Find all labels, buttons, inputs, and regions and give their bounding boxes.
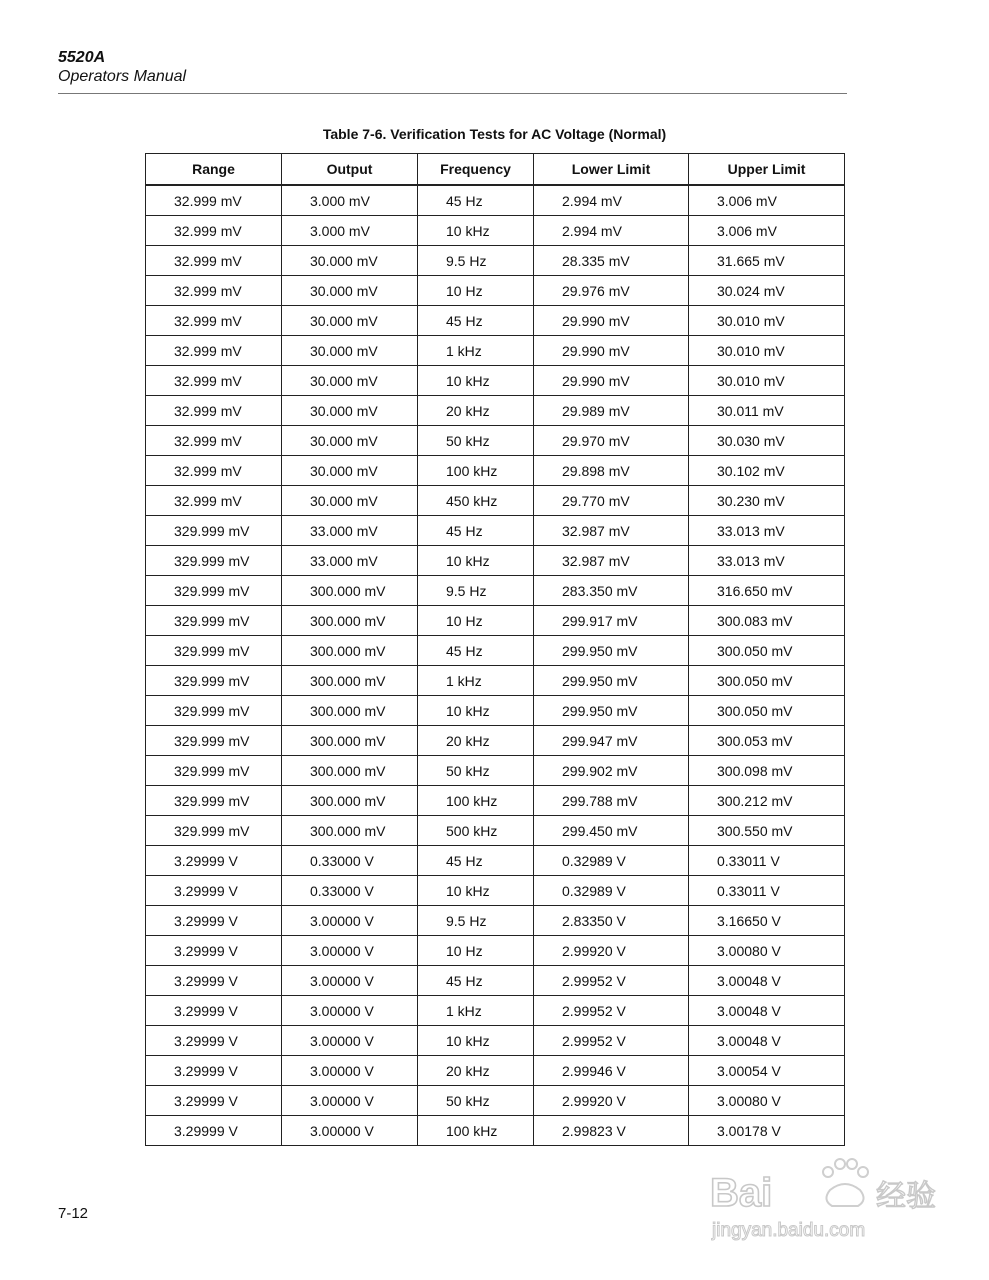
- manual-subtitle: Operators Manual: [58, 68, 187, 85]
- column-header-lower-limit: Lower Limit: [534, 154, 689, 186]
- cell-lower-limit: 299.950 mV: [534, 636, 689, 666]
- cell-output: 300.000 mV: [282, 666, 418, 696]
- column-header-upper-limit: Upper Limit: [689, 154, 845, 186]
- cell-range: 3.29999 V: [146, 906, 282, 936]
- cell-output: 3.00000 V: [282, 1056, 418, 1086]
- table-row: [146, 246, 845, 276]
- document-header: [58, 48, 186, 86]
- cell-range: 32.999 mV: [146, 246, 282, 276]
- table-row: [146, 636, 845, 666]
- cell-frequency: 9.5 Hz: [418, 906, 534, 936]
- cell-upper-limit: 300.053 mV: [689, 726, 845, 756]
- cell-lower-limit: 2.99920 V: [534, 936, 689, 966]
- cell-lower-limit: 29.898 mV: [534, 456, 689, 486]
- cell-upper-limit: 0.33011 V: [689, 846, 845, 876]
- cell-range: 32.999 mV: [146, 276, 282, 306]
- cell-output: 3.00000 V: [282, 1086, 418, 1116]
- page-number: 7-12: [58, 1205, 89, 1222]
- cell-frequency: 45 Hz: [418, 846, 534, 876]
- table-row: [146, 216, 845, 246]
- cell-frequency: 10 kHz: [418, 366, 534, 396]
- cell-output: 3.00000 V: [282, 996, 418, 1026]
- table-row: [146, 1056, 845, 1086]
- cell-frequency: 45 Hz: [418, 966, 534, 996]
- cell-lower-limit: 29.990 mV: [534, 336, 689, 366]
- cell-lower-limit: 299.950 mV: [534, 666, 689, 696]
- cell-frequency: 9.5 Hz: [418, 246, 534, 276]
- cell-lower-limit: 0.32989 V: [534, 846, 689, 876]
- cell-range: 329.999 mV: [146, 636, 282, 666]
- cell-lower-limit: 29.976 mV: [534, 276, 689, 306]
- cell-lower-limit: 29.970 mV: [534, 426, 689, 456]
- table-row: [146, 336, 845, 366]
- cell-frequency: 1 kHz: [418, 336, 534, 366]
- cell-upper-limit: 3.16650 V: [689, 906, 845, 936]
- cell-output: 3.00000 V: [282, 1026, 418, 1056]
- cell-lower-limit: 29.989 mV: [534, 396, 689, 426]
- cell-range: 32.999 mV: [146, 306, 282, 336]
- cell-frequency: 9.5 Hz: [418, 576, 534, 606]
- cell-output: 30.000 mV: [282, 426, 418, 456]
- cell-frequency: 50 kHz: [418, 426, 534, 456]
- cell-output: 3.00000 V: [282, 966, 418, 996]
- cell-upper-limit: 30.010 mV: [689, 336, 845, 366]
- cell-range: 329.999 mV: [146, 816, 282, 846]
- table-row: [146, 576, 845, 606]
- cell-output: 300.000 mV: [282, 726, 418, 756]
- cell-upper-limit: 300.050 mV: [689, 636, 845, 666]
- cell-output: 30.000 mV: [282, 486, 418, 516]
- cell-lower-limit: 28.335 mV: [534, 246, 689, 276]
- cell-upper-limit: 3.00080 V: [689, 1086, 845, 1116]
- cell-lower-limit: 2.83350 V: [534, 906, 689, 936]
- cell-output: 3.000 mV: [282, 185, 418, 216]
- table-row: [146, 846, 845, 876]
- table-row: [146, 396, 845, 426]
- table-row: [146, 185, 845, 216]
- cell-output: 0.33000 V: [282, 876, 418, 906]
- table-row: [146, 306, 845, 336]
- cell-lower-limit: 2.99946 V: [534, 1056, 689, 1086]
- cell-output: 3.00000 V: [282, 1116, 418, 1146]
- cell-range: 3.29999 V: [146, 1116, 282, 1146]
- svg-text:jingyan.baidu.com: jingyan.baidu.com: [712, 1220, 866, 1241]
- cell-range: 329.999 mV: [146, 516, 282, 546]
- cell-range: 32.999 mV: [146, 336, 282, 366]
- cell-frequency: 100 kHz: [418, 456, 534, 486]
- table-row: [146, 876, 845, 906]
- table-row: [146, 1116, 845, 1146]
- svg-text:Bai: Bai: [710, 1171, 773, 1215]
- cell-frequency: 45 Hz: [418, 516, 534, 546]
- cell-upper-limit: 30.102 mV: [689, 456, 845, 486]
- cell-frequency: 45 Hz: [418, 185, 534, 216]
- cell-upper-limit: 3.006 mV: [689, 185, 845, 216]
- svg-text:经验: 经验: [876, 1179, 936, 1214]
- column-header-frequency: Frequency: [418, 154, 534, 186]
- cell-frequency: 10 Hz: [418, 936, 534, 966]
- cell-frequency: 20 kHz: [418, 726, 534, 756]
- cell-frequency: 10 kHz: [418, 546, 534, 576]
- table-row: [146, 426, 845, 456]
- cell-lower-limit: 299.902 mV: [534, 756, 689, 786]
- cell-lower-limit: 0.32989 V: [534, 876, 689, 906]
- cell-lower-limit: 283.350 mV: [534, 576, 689, 606]
- cell-output: 3.00000 V: [282, 906, 418, 936]
- manual-model: 5520A: [58, 49, 106, 66]
- cell-range: 329.999 mV: [146, 756, 282, 786]
- cell-range: 3.29999 V: [146, 876, 282, 906]
- cell-range: 3.29999 V: [146, 996, 282, 1026]
- cell-upper-limit: 31.665 mV: [689, 246, 845, 276]
- cell-upper-limit: 316.650 mV: [689, 576, 845, 606]
- column-header-range: Range: [146, 154, 282, 186]
- cell-lower-limit: 2.994 mV: [534, 185, 689, 216]
- table-row: [146, 906, 845, 936]
- baidu-watermark-logo: [700, 1150, 940, 1245]
- cell-frequency: 10 Hz: [418, 606, 534, 636]
- cell-upper-limit: 30.230 mV: [689, 486, 845, 516]
- cell-lower-limit: 2.99952 V: [534, 966, 689, 996]
- cell-upper-limit: 30.030 mV: [689, 426, 845, 456]
- cell-range: 329.999 mV: [146, 786, 282, 816]
- cell-upper-limit: 3.00080 V: [689, 936, 845, 966]
- cell-frequency: 10 kHz: [418, 216, 534, 246]
- cell-frequency: 1 kHz: [418, 996, 534, 1026]
- cell-lower-limit: 299.950 mV: [534, 696, 689, 726]
- table-row: [146, 1026, 845, 1056]
- table-row: [146, 936, 845, 966]
- cell-lower-limit: 2.99920 V: [534, 1086, 689, 1116]
- cell-range: 329.999 mV: [146, 726, 282, 756]
- cell-output: 33.000 mV: [282, 516, 418, 546]
- cell-upper-limit: 300.098 mV: [689, 756, 845, 786]
- table-row: [146, 546, 845, 576]
- cell-lower-limit: 2.99823 V: [534, 1116, 689, 1146]
- table-row: [146, 366, 845, 396]
- cell-range: 3.29999 V: [146, 846, 282, 876]
- cell-output: 30.000 mV: [282, 336, 418, 366]
- cell-range: 32.999 mV: [146, 216, 282, 246]
- cell-upper-limit: 300.550 mV: [689, 816, 845, 846]
- cell-frequency: 50 kHz: [418, 1086, 534, 1116]
- column-header-output: Output: [282, 154, 418, 186]
- cell-range: 32.999 mV: [146, 456, 282, 486]
- cell-frequency: 10 kHz: [418, 1026, 534, 1056]
- cell-lower-limit: 29.990 mV: [534, 306, 689, 336]
- cell-output: 300.000 mV: [282, 786, 418, 816]
- cell-range: 329.999 mV: [146, 576, 282, 606]
- cell-range: 3.29999 V: [146, 1026, 282, 1056]
- cell-lower-limit: 32.987 mV: [534, 516, 689, 546]
- cell-range: 3.29999 V: [146, 966, 282, 996]
- header-divider: [58, 93, 847, 94]
- cell-frequency: 45 Hz: [418, 636, 534, 666]
- table-body: [146, 185, 845, 1146]
- cell-output: 300.000 mV: [282, 816, 418, 846]
- svg-text:du: du: [796, 1186, 823, 1211]
- cell-range: 3.29999 V: [146, 936, 282, 966]
- cell-upper-limit: 30.024 mV: [689, 276, 845, 306]
- cell-range: 329.999 mV: [146, 606, 282, 636]
- table-row: [146, 516, 845, 546]
- table-row: [146, 1086, 845, 1116]
- table-row: [146, 456, 845, 486]
- table-row: [146, 276, 845, 306]
- cell-output: 30.000 mV: [282, 276, 418, 306]
- cell-frequency: 450 kHz: [418, 486, 534, 516]
- cell-range: 329.999 mV: [146, 546, 282, 576]
- cell-frequency: 100 kHz: [418, 786, 534, 816]
- cell-output: 300.000 mV: [282, 696, 418, 726]
- cell-upper-limit: 0.33011 V: [689, 876, 845, 906]
- cell-lower-limit: 29.990 mV: [534, 366, 689, 396]
- cell-upper-limit: 3.00048 V: [689, 966, 845, 996]
- table-header-row: [146, 154, 845, 186]
- table-row: [146, 696, 845, 726]
- cell-lower-limit: 2.99952 V: [534, 1026, 689, 1056]
- table-row: [146, 606, 845, 636]
- cell-frequency: 10 kHz: [418, 876, 534, 906]
- cell-output: 300.000 mV: [282, 576, 418, 606]
- cell-range: 329.999 mV: [146, 666, 282, 696]
- cell-lower-limit: 29.770 mV: [534, 486, 689, 516]
- cell-upper-limit: 3.00048 V: [689, 996, 845, 1026]
- cell-lower-limit: 299.917 mV: [534, 606, 689, 636]
- cell-range: 32.999 mV: [146, 426, 282, 456]
- cell-range: 32.999 mV: [146, 486, 282, 516]
- cell-lower-limit: 299.947 mV: [534, 726, 689, 756]
- cell-range: 3.29999 V: [146, 1056, 282, 1086]
- cell-range: 32.999 mV: [146, 366, 282, 396]
- cell-output: 30.000 mV: [282, 306, 418, 336]
- cell-frequency: 100 kHz: [418, 1116, 534, 1146]
- cell-lower-limit: 299.450 mV: [534, 816, 689, 846]
- cell-output: 300.000 mV: [282, 636, 418, 666]
- cell-upper-limit: 300.050 mV: [689, 666, 845, 696]
- table-row: [146, 786, 845, 816]
- cell-upper-limit: 30.011 mV: [689, 396, 845, 426]
- table-row: [146, 756, 845, 786]
- cell-output: 3.000 mV: [282, 216, 418, 246]
- table-row: [146, 816, 845, 846]
- cell-frequency: 500 kHz: [418, 816, 534, 846]
- cell-output: 0.33000 V: [282, 846, 418, 876]
- cell-frequency: 45 Hz: [418, 306, 534, 336]
- table-title: Table 7-6. Verification Tests for AC Voltage (Normal): [322, 126, 667, 142]
- cell-output: 30.000 mV: [282, 456, 418, 486]
- cell-output: 30.000 mV: [282, 396, 418, 426]
- cell-output: 30.000 mV: [282, 366, 418, 396]
- cell-lower-limit: 299.788 mV: [534, 786, 689, 816]
- cell-upper-limit: 300.083 mV: [689, 606, 845, 636]
- cell-upper-limit: 300.212 mV: [689, 786, 845, 816]
- table-row: [146, 996, 845, 1026]
- cell-range: 32.999 mV: [146, 185, 282, 216]
- cell-frequency: 1 kHz: [418, 666, 534, 696]
- cell-upper-limit: 3.006 mV: [689, 216, 845, 246]
- cell-lower-limit: 2.99952 V: [534, 996, 689, 1026]
- cell-range: 329.999 mV: [146, 696, 282, 726]
- table-row: [146, 726, 845, 756]
- cell-output: 33.000 mV: [282, 546, 418, 576]
- cell-upper-limit: 33.013 mV: [689, 516, 845, 546]
- cell-frequency: 10 kHz: [418, 696, 534, 726]
- cell-upper-limit: 30.010 mV: [689, 306, 845, 336]
- cell-lower-limit: 2.994 mV: [534, 216, 689, 246]
- cell-upper-limit: 3.00048 V: [689, 1026, 845, 1056]
- cell-upper-limit: 300.050 mV: [689, 696, 845, 726]
- cell-output: 300.000 mV: [282, 756, 418, 786]
- cell-range: 3.29999 V: [146, 1086, 282, 1116]
- cell-frequency: 20 kHz: [418, 396, 534, 426]
- table-row: [146, 486, 845, 516]
- cell-upper-limit: 3.00178 V: [689, 1116, 845, 1146]
- cell-frequency: 20 kHz: [418, 1056, 534, 1086]
- cell-frequency: 50 kHz: [418, 756, 534, 786]
- cell-output: 30.000 mV: [282, 246, 418, 276]
- cell-upper-limit: 30.010 mV: [689, 366, 845, 396]
- cell-output: 300.000 mV: [282, 606, 418, 636]
- table-row: [146, 666, 845, 696]
- verification-table: [145, 153, 845, 1146]
- cell-lower-limit: 32.987 mV: [534, 546, 689, 576]
- cell-output: 3.00000 V: [282, 936, 418, 966]
- table-row: [146, 966, 845, 996]
- cell-frequency: 10 Hz: [418, 276, 534, 306]
- cell-upper-limit: 33.013 mV: [689, 546, 845, 576]
- cell-upper-limit: 3.00054 V: [689, 1056, 845, 1086]
- cell-range: 32.999 mV: [146, 396, 282, 426]
